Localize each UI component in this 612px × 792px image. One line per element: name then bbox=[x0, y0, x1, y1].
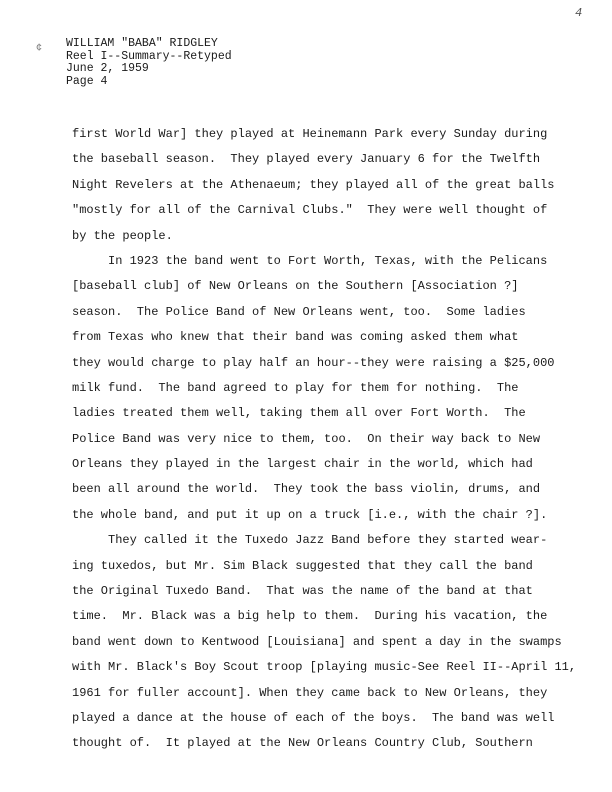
text-line: In 1923 the band went to Fort Worth, Texas, with the Pelicans bbox=[72, 253, 548, 268]
header-reel: Reel I--Summary--Retyped bbox=[66, 49, 232, 63]
text-line: with Mr. Black's Boy Scout troop [playing music-See Reel II--April 11, bbox=[72, 660, 577, 675]
text-line: They called it the Tuxedo Jazz Band before they started wear- bbox=[72, 533, 548, 548]
page-marker: 4 bbox=[575, 6, 583, 20]
header-name: WILLIAM "BABA" RIDGLEY bbox=[66, 37, 218, 50]
text-line: "mostly for all of the Carnival Clubs." They were well thought of bbox=[72, 203, 548, 218]
header-date: June 2, 1959 bbox=[66, 62, 149, 75]
text-line: Police Band was very nice to them, too. On their way back to New bbox=[72, 431, 541, 446]
text-line: first World War] they played at Heinemann Park every Sunday during bbox=[72, 127, 548, 141]
text-line: been all around the world. They took the bass violin, drums, and bbox=[72, 482, 541, 497]
margin-mark: ¢ bbox=[36, 43, 43, 54]
text-line: Night Revelers at the Athenaeum; they played all of the great balls bbox=[72, 177, 555, 192]
text-line: band went down to Kentwood [Louisiana] and spent a day in the swamps bbox=[72, 634, 562, 649]
text-line: ing tuxedos, but Mr. Sim Black suggested that they call the band bbox=[72, 558, 533, 573]
text-line: season. The Police Band of New Orleans went, too. Some ladies bbox=[72, 304, 526, 319]
text-line: 1961 for fuller account]. When they came back to New Orleans, they bbox=[72, 685, 548, 700]
text-line: the Original Tuxedo Band. That was the name of the band at that bbox=[72, 584, 533, 599]
text-line: they would charge to play half an hour--they were raising a $25,000 bbox=[72, 355, 555, 370]
text-line: the baseball season. They played every January 6 for the Twelfth bbox=[72, 152, 541, 167]
text-line: from Texas who knew that their band was coming asked them what bbox=[72, 330, 519, 345]
text-line: milk fund. The band agreed to play for them for nothing. The bbox=[72, 380, 519, 395]
text-line: ladies treated them well, taking them all over Fort Worth. The bbox=[72, 406, 526, 421]
text-line: thought of. It played at the New Orleans Country Club, Southern bbox=[72, 736, 533, 751]
text-line: played a dance at the house of each of the boys. The band was well bbox=[72, 710, 555, 725]
text-line: [baseball club] of New Orleans on the Southern [Association ?] bbox=[72, 279, 519, 294]
header-page: Page 4 bbox=[66, 74, 108, 88]
text-line: Orleans they played in the largest chair in the world, which had bbox=[72, 457, 533, 472]
text-line: time. Mr. Black was a big help to them. During his vacation, the bbox=[72, 609, 548, 624]
transcript-body bbox=[72, 122, 592, 757]
text-line: the whole band, and put it up on a truck [i.e., with the chair ?]. bbox=[72, 507, 548, 522]
text-line: by the people. bbox=[72, 228, 173, 243]
document-header bbox=[66, 38, 232, 88]
